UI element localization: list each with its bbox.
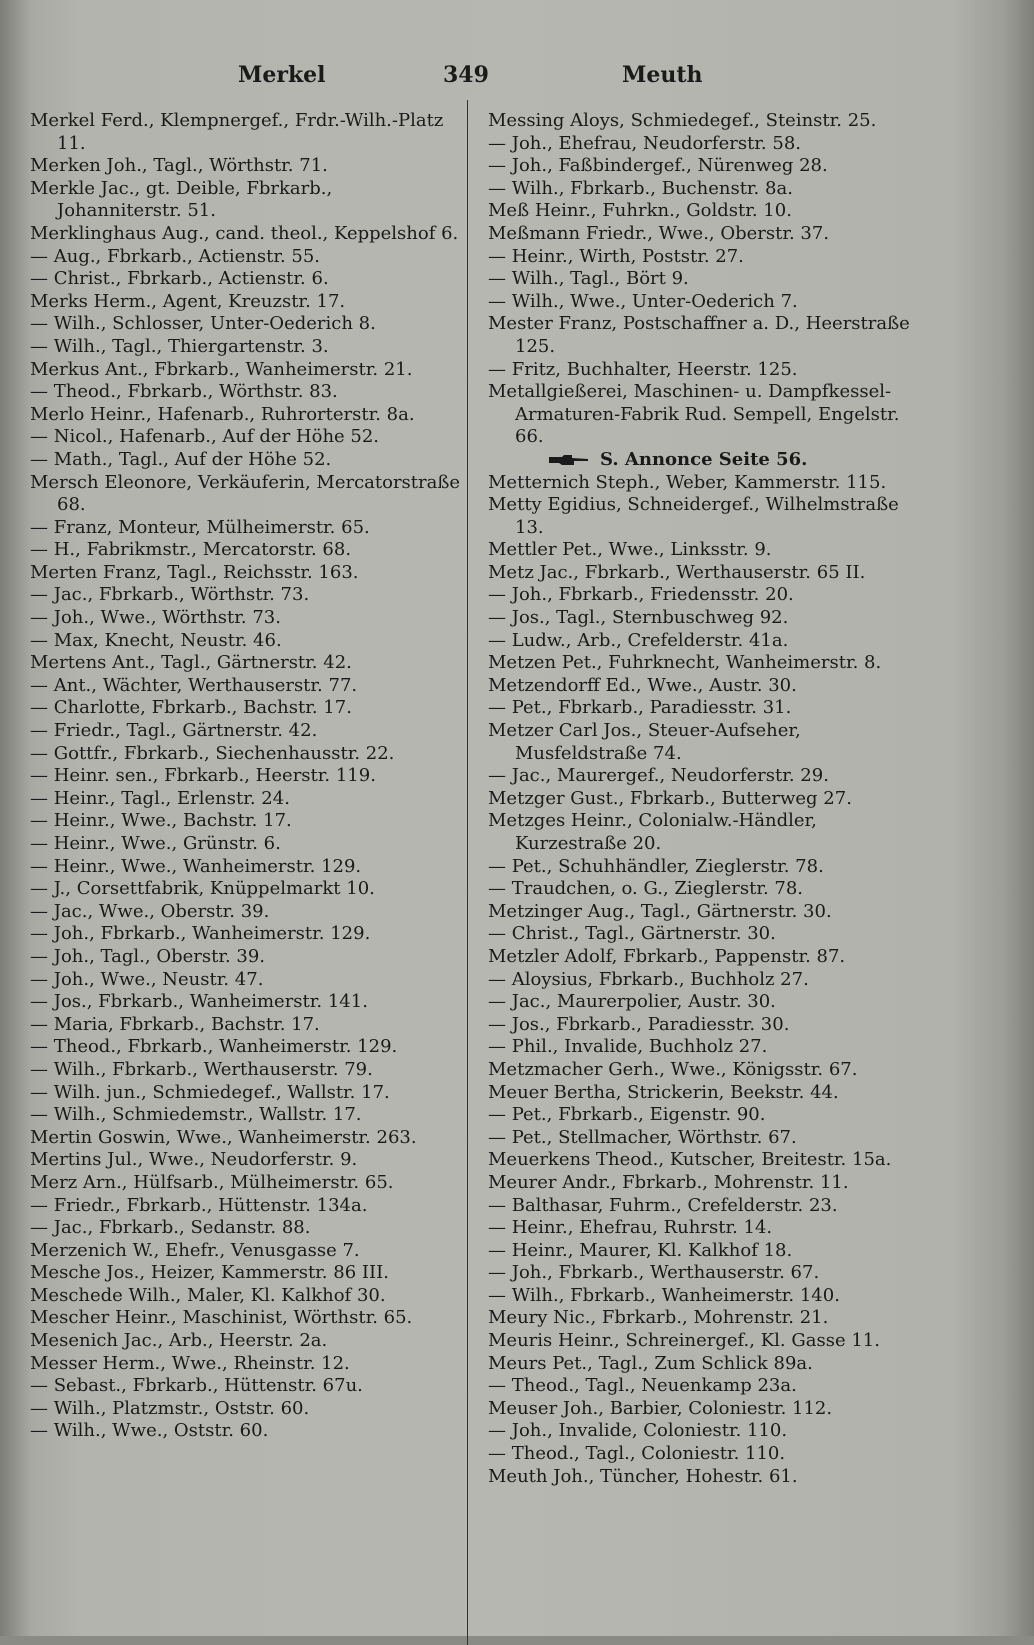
directory-entry: Meuth Joh., Tüncher, Hohestr. 61. [488,1465,798,1487]
header-left-word: Merkel [238,62,326,88]
directory-entry: — Fritz, Buchhalter, Heerstr. 125. [488,358,798,380]
directory-entry: — Wilh., Schmiedemstr., Wallstr. 17. [30,1104,362,1126]
directory-entry: — Theod., Tagl., Neuenkamp 23a. [488,1375,797,1397]
directory-entry: — Heinr., Wwe., Wanheimerstr. 129. [30,855,362,877]
directory-entry: — Jac., Wwe., Oberstr. 39. [30,900,270,922]
directory-entry: Meuser Joh., Barbier, Coloniestr. 112. [488,1397,833,1419]
directory-entry: Mertin Goswin, Wwe., Wanheimerstr. 263. [30,1126,417,1148]
directory-entry: Meuerkens Theod., Kutscher, Breitestr. 15a. [488,1149,892,1171]
directory-entry: Meuris Heinr., Schreinergef., Kl. Gasse 11. [488,1330,880,1352]
directory-entry: Mester Franz, Postschaffner a. D., Heerstraße 125. [488,313,910,357]
page-header [0,62,1034,96]
directory-entry: Mertins Jul., Wwe., Neudorferstr. 9. [30,1149,358,1171]
directory-entry: — Heinr. sen., Fbrkarb., Heerstr. 119. [30,765,376,787]
directory-entry: — J., Corsettfabrik, Knüppelmarkt 10. [30,878,375,900]
directory-entry: — Math., Tagl., Auf der Höhe 52. [30,448,332,470]
directory-entry: — Pet., Fbrkarb., Eigenstr. 90. [488,1104,766,1126]
directory-entry: — Jos., Tagl., Sternbuschweg 92. [488,607,789,629]
directory-entry: — Joh., Fbrkarb., Werthauserstr. 67. [488,1262,820,1284]
directory-entry: — Traudchen, o. G., Zieglerstr. 78. [488,878,804,900]
directory-entry: Mesche Jos., Heizer, Kammerstr. 86 III. [30,1262,389,1284]
directory-entry: — Joh., Fbrkarb., Friedensstr. 20. [488,584,794,606]
directory-entry: — Balthasar, Fuhrm., Crefelderstr. 23. [488,1194,838,1216]
directory-entry: — Pet., Fbrkarb., Paradiesstr. 31. [488,697,792,719]
directory-entry: Metzen Pet., Fuhrknecht, Wanheimerstr. 8. [488,652,882,674]
directory-entry: — Joh., Invalide, Coloniestr. 110. [488,1420,788,1442]
directory-entry: — Gottfr., Fbrkarb., Siechenhausstr. 22. [30,742,395,764]
directory-entry: — Phil., Invalide, Buchholz 27. [488,1036,768,1058]
directory-entry: Meschede Wilh., Maler, Kl. Kalkhof 30. [30,1284,386,1306]
directory-entry: — Joh., Wwe., Wörthstr. 73. [30,607,281,629]
directory-entry: Meuer Bertha, Strickerin, Beekstr. 44. [488,1081,839,1103]
directory-entry: — Joh., Faßbindergef., Nürenweg 28. [488,155,828,177]
directory-entry: — Joh., Tagl., Oberstr. 39. [30,945,266,967]
directory-entry: — Franz, Monteur, Mülheimerstr. 65. [30,516,370,538]
directory-entry: Meß Heinr., Fuhrkn., Goldstr. 10. [488,200,792,222]
directory-entry: Meurs Pet., Tagl., Zum Schlick 89a. [488,1352,813,1374]
directory-entry: — Joh., Fbrkarb., Wanheimerstr. 129. [30,923,371,945]
right-column [488,110,928,1488]
directory-entry: — Jac., Fbrkarb., Sedanstr. 88. [30,1217,311,1239]
directory-entry: Merten Franz, Tagl., Reichsstr. 163. [30,561,359,583]
directory-entry: — Jac., Fbrkarb., Wörthstr. 73. [30,584,310,606]
directory-entry: — Charlotte, Fbrkarb., Bachstr. 17. [30,697,352,719]
directory-entry: — Maria, Fbrkarb., Bachstr. 17. [30,1013,320,1035]
directory-entry: Mettler Pet., Wwe., Linksstr. 9. [488,539,772,561]
directory-entry: — Wilh., Wwe., Unter-Oederich 7. [488,290,798,312]
directory-entry: — H., Fabrikmstr., Mercatorstr. 68. [30,539,352,561]
directory-entry: Meßmann Friedr., Wwe., Oberstr. 37. [488,222,830,244]
directory-entry: — Christ., Fbrkarb., Actienstr. 6. [30,268,329,290]
directory-entry: — Pet., Schuhhändler, Zieglerstr. 78. [488,855,824,877]
directory-entry: Metzinger Aug., Tagl., Gärtnerstr. 30. [488,900,832,922]
directory-entry: — Wilh., Fbrkarb., Werthauserstr. 79. [30,1058,373,1080]
directory-entry: — Theod., Tagl., Coloniestr. 110. [488,1443,786,1465]
directory-entry: Messer Herm., Wwe., Rheinstr. 12. [30,1352,350,1374]
directory-entry: — Pet., Stellmacher, Wörthstr. 67. [488,1126,797,1148]
annonce-text: S. Annonce Seite 56. [600,448,808,470]
directory-entry: — Friedr., Tagl., Gärtnerstr. 42. [30,720,318,742]
directory-entry: Metzendorff Ed., Wwe., Austr. 30. [488,674,797,696]
directory-entry: Metzmacher Gerh., Wwe., Königsstr. 67. [488,1058,858,1080]
directory-entry: — Wilh. jun., Schmiedegef., Wallstr. 17. [30,1081,390,1103]
directory-entry: Mersch Eleonore, Verkäuferin, Mercatorstraße 68. [30,471,461,516]
directory-entry: — Theod., Fbrkarb., Wanheimerstr. 129. [30,1036,398,1058]
directory-entry: Metzges Heinr., Colonialw.-Händler, Kurzestraße 20. [488,810,817,854]
directory-entry: — Wilh., Schlosser, Unter-Oederich 8. [30,313,376,335]
directory-entry: — Christ., Tagl., Gärtnerstr. 30. [488,923,776,945]
directory-entry: — Jos., Fbrkarb., Paradiesstr. 30. [488,1013,790,1035]
directory-entry: Merlo Heinr., Hafenarb., Ruhrorterstr. 8a. [30,403,415,425]
directory-entry: Mescher Heinr., Maschinist, Wörthstr. 65. [30,1307,413,1329]
directory-entry: Merkel Ferd., Klempnergef., Frdr.-Wilh.-Platz 11. [30,110,444,154]
directory-entry: Merz Arn., Hülfsarb., Mülheimerstr. 65. [30,1171,394,1193]
directory-entry: — Sebast., Fbrkarb., Hüttenstr. 67u. [30,1375,363,1397]
directory-entry: — Ludw., Arb., Crefelderstr. 41a. [488,629,789,651]
directory-entry: — Heinr., Tagl., Erlenstr. 24. [30,787,290,809]
directory-entry: Messing Aloys, Schmiedegef., Steinstr. 25. [488,110,877,131]
directory-entry: — Max, Knecht, Neustr. 46. [30,629,282,651]
directory-entry: — Wilh., Fbrkarb., Buchenstr. 8a. [488,177,793,199]
page-number: 349 [443,62,489,88]
directory-entry: Merken Joh., Tagl., Wörthstr. 71. [30,155,328,177]
directory-entry: — Ant., Wächter, Werthauserstr. 77. [30,674,358,696]
directory-entry: — Jac., Maurergef., Neudorferstr. 29. [488,765,829,787]
pointing-hand-icon [548,453,590,467]
directory-entry: — Friedr., Fbrkarb., Hüttenstr. 134a. [30,1194,368,1216]
directory-entry: — Heinr., Maurer, Kl. Kalkhof 18. [488,1239,793,1261]
directory-entry: — Heinr., Wirth, Poststr. 27. [488,245,744,267]
directory-entry: Merklinghaus Aug., cand. theol., Keppelshof 6. [30,222,459,244]
directory-entry: — Heinr., Wwe., Grünstr. 6. [30,833,281,854]
directory-entry: — Heinr., Wwe., Bachstr. 17. [30,810,292,832]
directory-entry: Metallgießerei, Maschinen- u. Dampfkessel-Armaturen-Fabrik Rud. Sempell, Engelstr. 66. [488,381,900,448]
directory-entry: Metty Egidius, Schneidergef., Wilhelmstraße 13. [488,494,899,538]
directory-entry: — Joh., Wwe., Neustr. 47. [30,968,264,990]
directory-entry: — Jac., Maurerpolier, Austr. 30. [488,991,776,1013]
directory-entry: — Theod., Fbrkarb., Wörthstr. 83. [30,381,338,403]
directory-entry: Mesenich Jac., Arb., Heerstr. 2a. [30,1330,328,1352]
directory-entry: — Joh., Ehefrau, Neudorferstr. 58. [488,132,801,154]
directory-entry: — Wilh., Wwe., Oststr. 60. [30,1420,269,1442]
directory-entry: Merks Herm., Agent, Kreuzstr. 17. [30,290,346,312]
directory-entry: Mertens Ant., Tagl., Gärtnerstr. 42. [30,652,352,674]
directory-entry: Merkus Ant., Fbrkarb., Wanheimerstr. 21. [30,358,413,380]
directory-entry: Metzer Carl Jos., Steuer-Aufseher, Musfeldstraße 74. [488,720,801,764]
directory-entry: Merkle Jac., gt. Deible, Fbrkarb., Johanniterstr. 51. [30,177,333,222]
directory-entry: — Heinr., Ehefrau, Ruhrstr. 14. [488,1217,773,1239]
column-divider [467,100,468,1645]
directory-entry: — Aug., Fbrkarb., Actienstr. 55. [30,245,321,267]
directory-entry: Metzler Adolf, Fbrkarb., Pappenstr. 87. [488,945,846,967]
header-right-word: Meuth [622,62,703,88]
directory-entry: — Wilh., Tagl., Bört 9. [488,268,689,290]
directory-entry: Meury Nic., Fbrkarb., Mohrenstr. 21. [488,1307,829,1329]
directory-entry: — Wilh., Fbrkarb., Wanheimerstr. 140. [488,1284,840,1306]
left-column [30,110,462,1443]
directory-entry: — Jos., Fbrkarb., Wanheimerstr. 141. [30,991,368,1013]
directory-entry: — Wilh., Platzmstr., Oststr. 60. [30,1397,310,1419]
directory-entry: Merzenich W., Ehefr., Venusgasse 7. [30,1239,360,1261]
directory-entry: — Wilh., Tagl., Thiergartenstr. 3. [30,335,329,357]
directory-entry: Metzger Gust., Fbrkarb., Butterweg 27. [488,787,852,809]
directory-entry: — Nicol., Hafenarb., Auf der Höhe 52. [30,426,380,448]
directory-entry: — Aloysius, Fbrkarb., Buchholz 27. [488,968,809,990]
directory-entry: Meurer Andr., Fbrkarb., Mohrenstr. 11. [488,1171,849,1193]
directory-entry: Metternich Steph., Weber, Kammerstr. 115. [488,471,887,493]
directory-entry: Metz Jac., Fbrkarb., Werthauserstr. 65 II. [488,561,866,583]
annonce-reference [488,449,928,472]
